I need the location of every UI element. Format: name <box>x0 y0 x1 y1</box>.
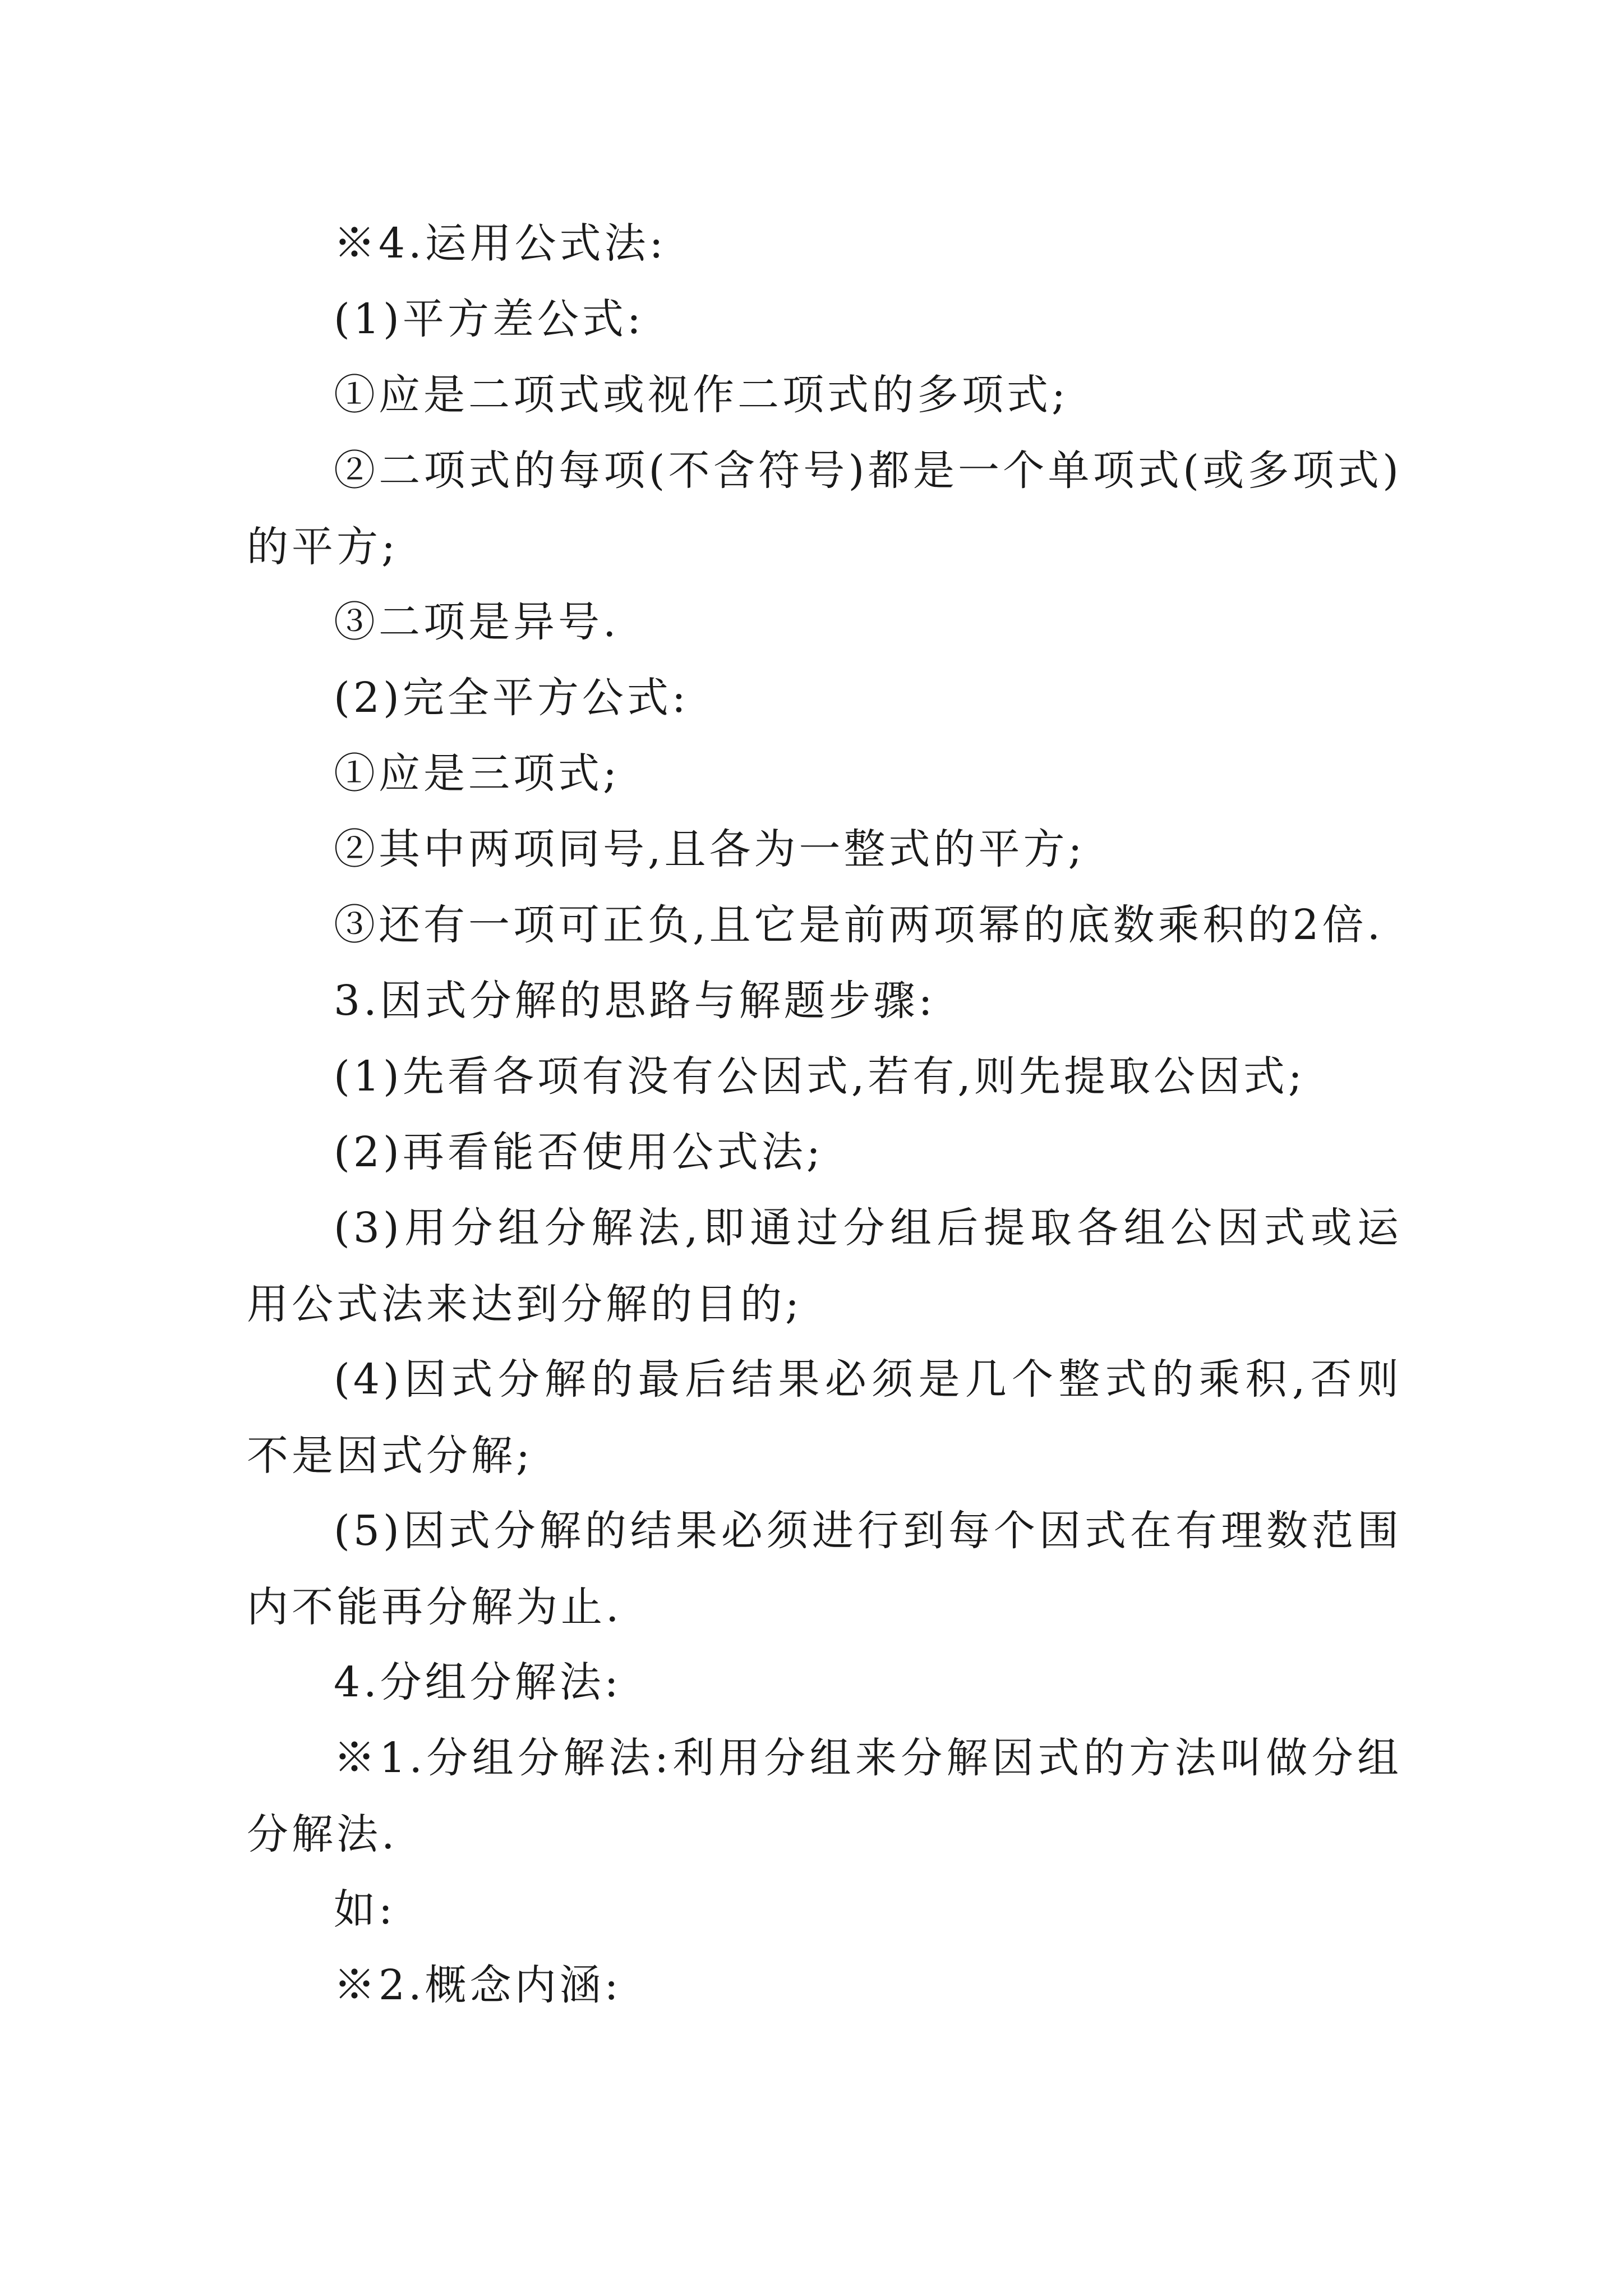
paragraph: ③二项是异号. <box>334 598 620 646</box>
paragraph: ②其中两项同号,且各为一整式的平方; <box>334 825 1086 873</box>
paragraph: (1)平方差公式: <box>334 295 644 343</box>
paragraph: ③还有一项可正负,且它是前两项幂的底数乘积的2倍. <box>334 901 1384 949</box>
paragraph: (4)因式分解的最后结果必须是几个整式的乘积,否则不是因式分解; <box>247 1355 1402 1480</box>
paragraph: 4.分组分解法: <box>334 1658 622 1706</box>
paragraph: ②二项式的每项(不含符号)都是一个单项式(或多项式)的平方; <box>247 447 1402 571</box>
paragraph: 如: <box>334 1885 396 1934</box>
paragraph: ①应是三项式; <box>334 749 620 798</box>
paragraph: ※4.运用公式法: <box>334 219 667 268</box>
paragraph: (5)因式分解的结果必须进行到每个因式在有理数范围内不能再分解为止. <box>247 1507 1402 1631</box>
paragraph: ※2.概念内涵: <box>334 1961 622 2009</box>
paragraph: 3.因式分解的思路与解题步骤: <box>334 977 936 1025</box>
paragraph: (2)完全平方公式: <box>334 674 689 722</box>
paragraph: (2)再看能否使用公式法; <box>334 1128 824 1176</box>
paragraph: (1)先看各项有没有公因式,若有,则先提取公因式; <box>334 1052 1306 1101</box>
paragraph: ※1.分组分解法:利用分组来分解因式的方法叫做分组分解法. <box>247 1734 1402 1858</box>
paragraph: ①应是二项式或视作二项式的多项式; <box>334 371 1069 419</box>
paragraph: (3)用分组分解法,即通过分组后提取各组公因式或运用公式法来达到分解的目的; <box>247 1204 1402 1328</box>
